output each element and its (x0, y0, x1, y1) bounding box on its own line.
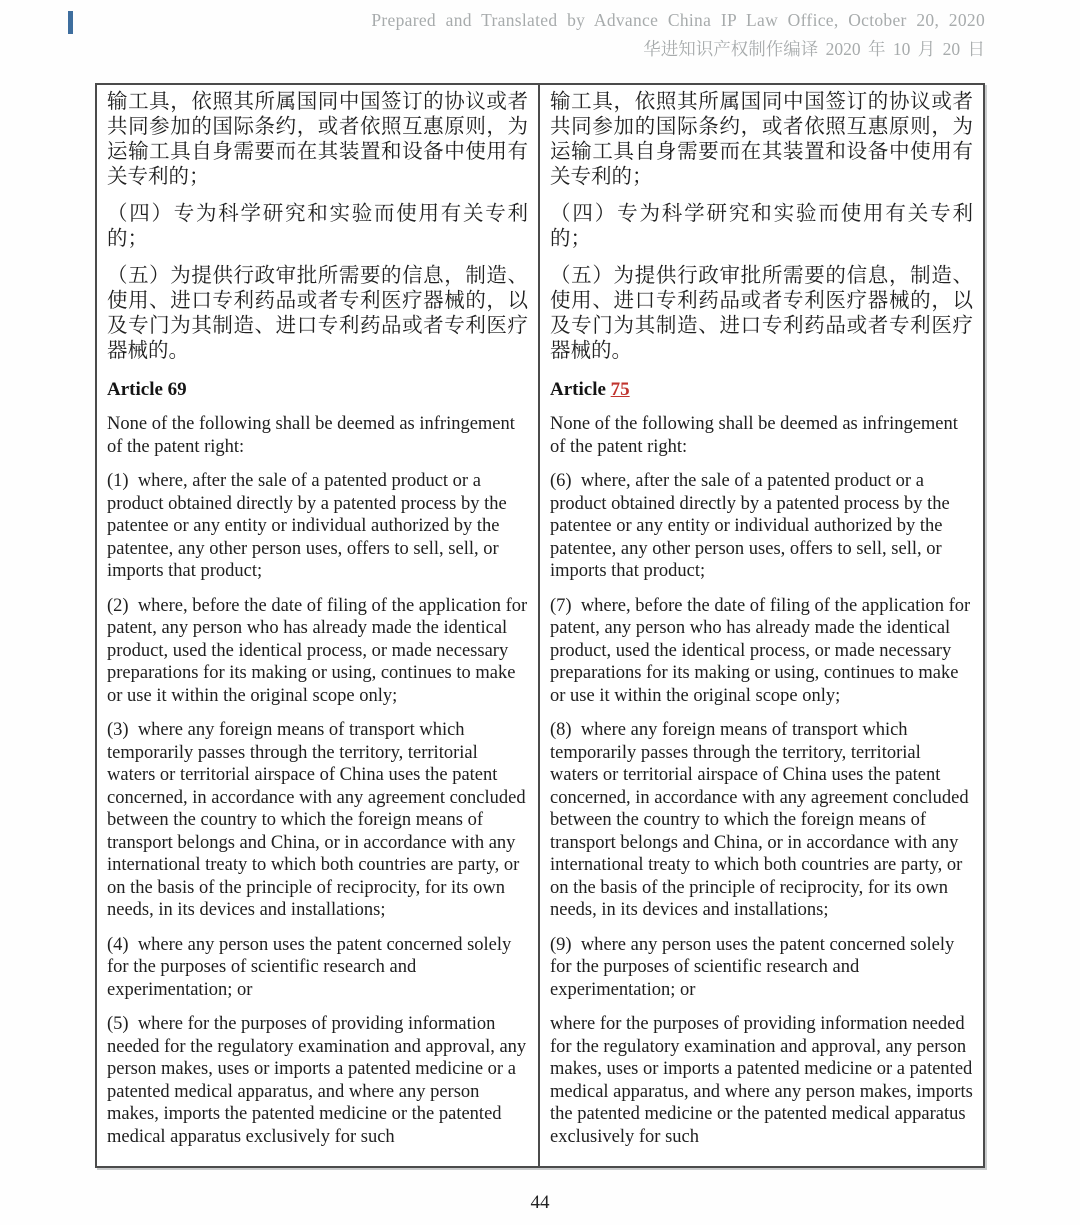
en-paragraph: (1) where, after the sale of a patented product or a product obtained directly by a patented process by the patentee or any entity or individual authorized by the patentee, any other person uses, offers to sell, sell, or imports that product; (107, 471, 512, 581)
zh-paragraph: （四）专为科学研究和实验而使用有关专利的； (107, 203, 528, 250)
article-heading-prefix: Article (107, 379, 168, 400)
old-law-column (97, 85, 540, 1166)
en-paragraph: (5) where for the purposes of providing information needed for the regulatory examination and approval, any person makes, uses or imports a patented medicine or a patented medical apparatus, and where any person makes, imports the patented medicine or the patented medical apparatus exclusively for such (107, 1014, 531, 1147)
article-heading-new (550, 379, 973, 401)
article-number-old: 69 (167, 379, 187, 400)
article-heading-prefix: Article (550, 379, 611, 400)
en-paragraph: (6) where, after the sale of a patented product or a product obtained directly by a patented process by the patentee or any entity or individual authorized by the patentee, any other person uses, offers to sell, sell, or imports that product; (550, 471, 955, 581)
header-line-en: Prepared and Translated by Advance China IP Law Office, October 20, 2020 (371, 10, 985, 30)
zh-paragraph: （五）为提供行政审批所需要的信息，制造、使用、进口专利药品或者专利医疗器械的，以及专门为其制造、进口专利药品或者专利医疗器械的。 (107, 265, 528, 362)
text-cursor-marker (68, 11, 73, 34)
en-paragraph: where for the purposes of providing information needed for the regulatory examination and approval, any person makes, uses or imports a patented medicine or a patented medical apparatus, and where any person makes, imports the patented medicine or the patented medical apparatus exclusively for such (550, 1014, 978, 1147)
header-line-zh: 华进知识产权制作编译 2020 年 10 月 20 日 (643, 39, 985, 59)
page-footer (0, 1192, 1080, 1214)
en-paragraph: (7) where, before the date of filing of the application for patent, any person who has already made the identical product, used the identical process, or made necessary preparations for its making or using, continues to make or use it within the original scope only; (550, 595, 975, 706)
zh-paragraph: （四）专为科学研究和实验而使用有关专利的； (550, 203, 973, 250)
article-heading-old (107, 379, 528, 401)
en-paragraph: None of the following shall be deemed as infringement of the patent right: (107, 414, 520, 457)
zh-paragraph: （五）为提供行政审批所需要的信息，制造、使用、进口专利药品或者专利医疗器械的，以及专门为其制造、进口专利药品或者专利医疗器械的。 (550, 265, 973, 362)
en-paragraph: (9) where any person uses the patent concerned solely for the purposes of scientific research and experimentation; or (550, 934, 959, 1000)
page-header (371, 10, 985, 61)
zh-paragraph: 输工具，依照其所属国同中国签订的协议或者共同参加的国际条约，或者依照互惠原则，为运输工具自身需要而在其装置和设备中使用有关专利的； (107, 91, 528, 188)
article-number-new-changed: 75 (610, 379, 630, 400)
comparison-table (95, 83, 985, 1168)
en-paragraph: (8) where any foreign means of transport which temporarily passes through the territory, territorial waters or territorial airspace of China uses the patent concerned, in accordance with any agreement concluded between the country to which the foreign means of transport belongs and China, or in accordance with any international treaty to which both countries are party, or on the basis of the principle of reciprocity, for its own needs, in its devices and installations; (550, 720, 974, 920)
page-number: 44 (530, 1192, 550, 1213)
en-paragraph: (2) where, before the date of filing of the application for patent, any person who has already made the identical product, used the identical process, or made necessary preparations for its making or using, continues to make or use it within the original scope only; (107, 595, 532, 706)
zh-paragraph: 输工具，依照其所属国同中国签订的协议或者共同参加的国际条约，或者依照互惠原则，为运输工具自身需要而在其装置和设备中使用有关专利的； (550, 91, 973, 188)
new-law-column (540, 85, 983, 1166)
en-paragraph: (4) where any person uses the patent concerned solely for the purposes of scientific research and experimentation; or (107, 934, 516, 1000)
en-paragraph: (3) where any foreign means of transport which temporarily passes through the territory, territorial waters or territorial airspace of China uses the patent concerned, in accordance with any agreement concluded between the country to which the foreign means of transport belongs and China, or in accordance with any international treaty to which both countries are party, or on the basis of the principle of reciprocity, for its own needs, in its devices and installations; (107, 720, 531, 920)
en-paragraph: None of the following shall be deemed as infringement of the patent right: (550, 414, 963, 457)
